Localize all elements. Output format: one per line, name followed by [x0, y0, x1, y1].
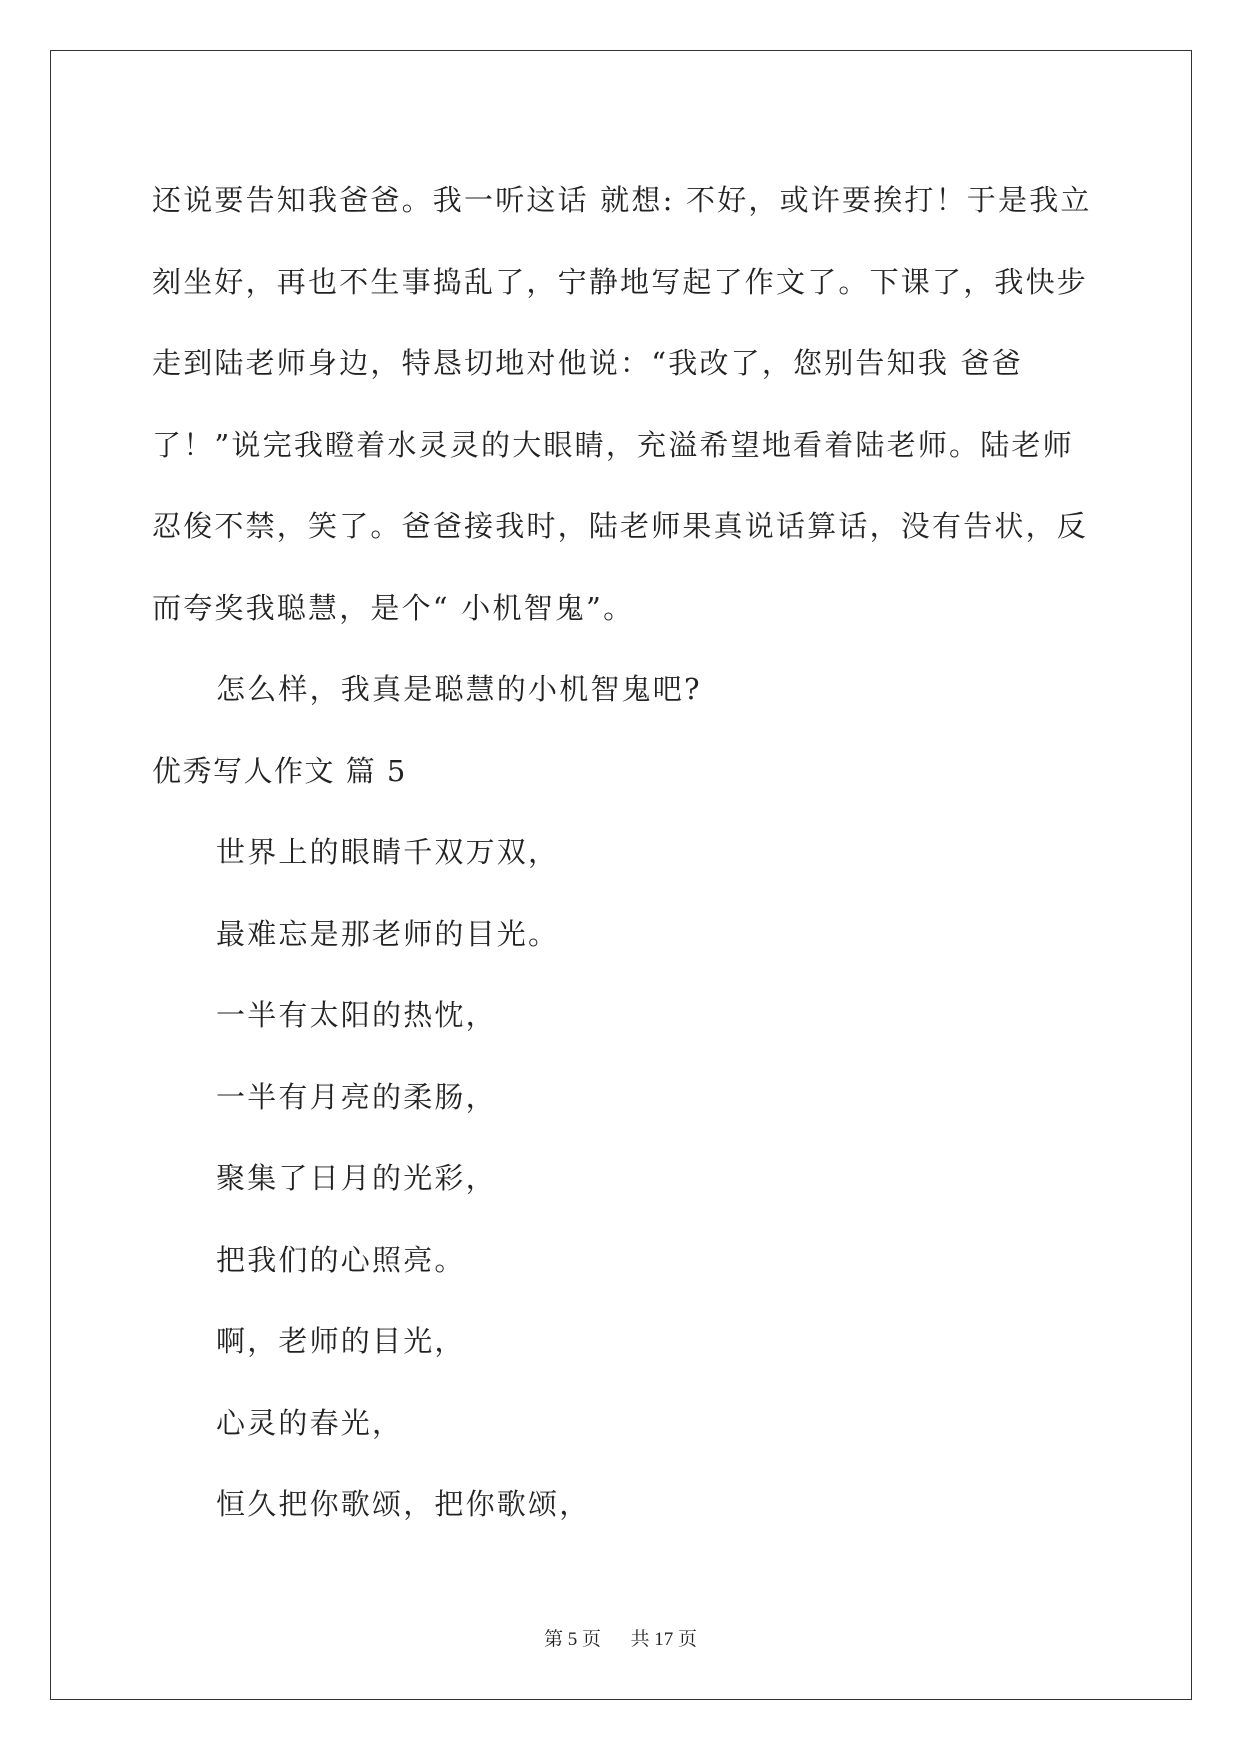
paragraph-line: 还说要告知我爸爸。我一听这话 就想: 不好，或许要挨打！于是我立	[152, 183, 1092, 217]
paragraph-line: 了！”说完我瞪着水灵灵的大眼睛，充溢希望地看着陆老师。陆老师	[152, 427, 1074, 462]
page-footer	[0, 1624, 1241, 1651]
poem-line: 世界上的眼睛千双万双，	[216, 835, 560, 869]
page-number: 第 5 页	[543, 1629, 601, 1650]
poem-line: 恒久把你歌颂，把你歌颂，	[216, 1487, 591, 1521]
section-heading: 优秀写人作文 篇 5	[152, 753, 407, 788]
document-body	[152, 160, 1092, 1546]
poem-line: 最难忘是那老师的目光。	[216, 916, 560, 951]
paragraph-line: 忍俊不禁，笑了。爸爸接我时，陆老师果真说话算话，没有告状，反	[152, 509, 1089, 543]
closing-paragraph: 怎么样，我真是聪慧的小机智鬼吧?	[216, 672, 702, 706]
paragraph-line: 走到陆老师身边，特恳切地对他说：“我改了，您别告知我 爸爸	[152, 346, 1023, 380]
poem-line: 心灵的春光，	[216, 1405, 404, 1440]
paragraph-line: 刻坐好，再也不生事捣乱了，宁静地写起了作文了。下课了，我快步	[152, 264, 1089, 299]
poem-line: 一半有月亮的柔肠，	[216, 1079, 497, 1114]
poem-line: 聚集了日月的光彩，	[216, 1161, 497, 1195]
page-total: 共 17 页	[630, 1629, 698, 1650]
poem-line: 把我们的心照亮。	[216, 1242, 466, 1277]
paragraph-line: 而夸奖我聪慧，是个“ 小机智鬼”。	[152, 590, 635, 625]
poem-line: 啊，老师的目光，	[216, 1324, 466, 1358]
poem-line: 一半有太阳的热忱，	[216, 998, 497, 1032]
